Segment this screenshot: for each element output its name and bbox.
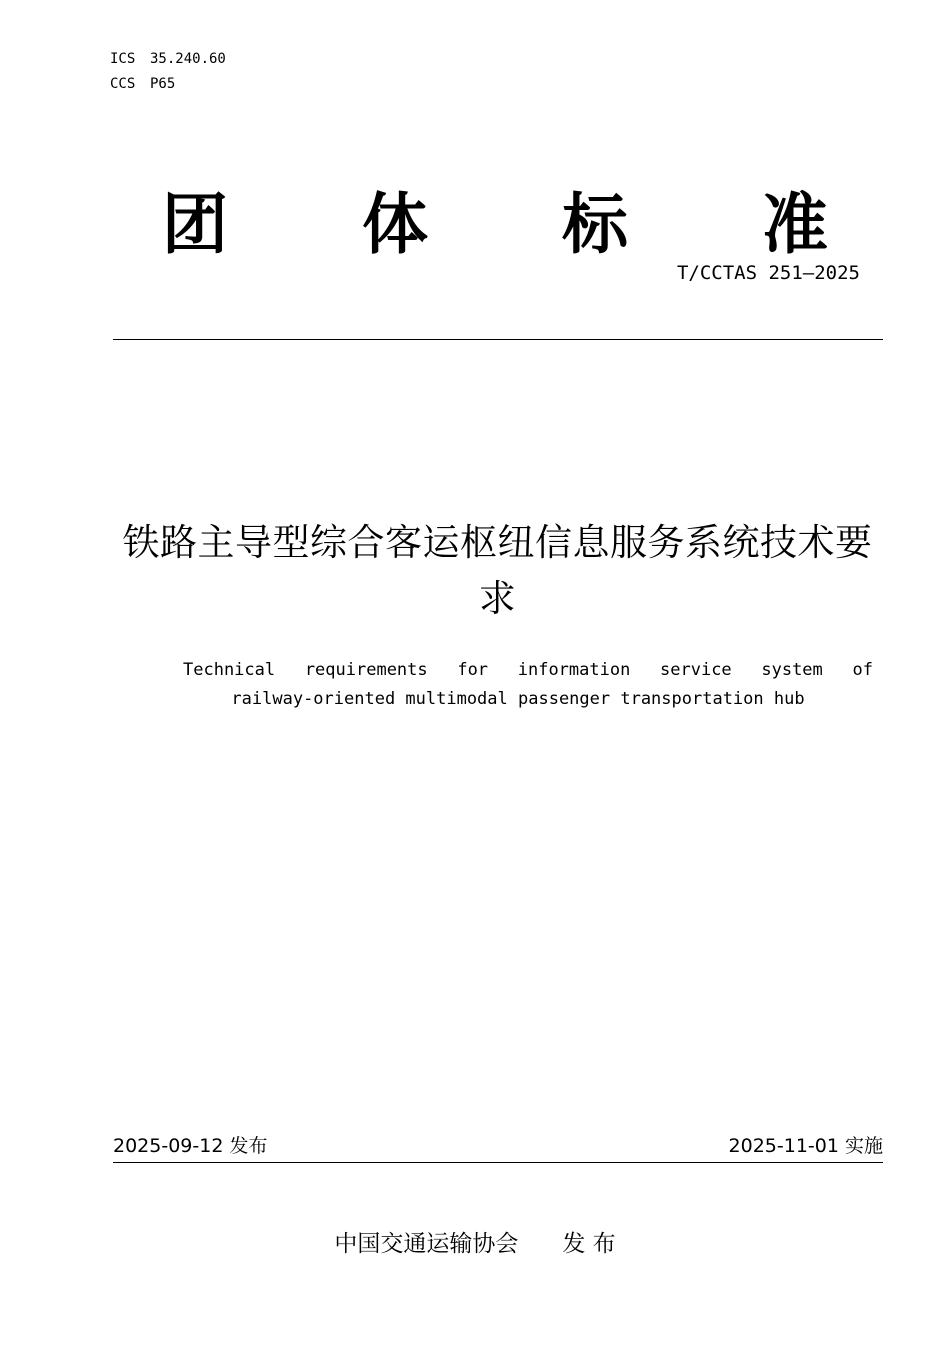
standard-type-char: 体 (362, 186, 428, 263)
title-english (183, 656, 873, 714)
bottom-divider (113, 1162, 883, 1163)
title-english-word: service (660, 660, 732, 680)
title-english-line-2: railway-oriented multimodal passenger transportation hub (231, 689, 805, 709)
publish-date: 2025-09-12 发布 (113, 1135, 268, 1157)
standard-number: T/CCTAS 251—2025 (676, 262, 860, 284)
ics-code (110, 47, 226, 72)
standard-type-char: 准 (762, 186, 828, 263)
title-english-word: of (852, 660, 873, 680)
issuer (0, 1228, 950, 1260)
top-divider (113, 339, 883, 340)
dates-row (113, 1132, 883, 1160)
implement-date: 2025-11-01 实施 (728, 1135, 883, 1157)
title-english-line-1 (183, 656, 873, 685)
standard-type-char: 标 (562, 186, 628, 263)
ccs-label: CCS (110, 76, 136, 92)
standard-type-char: 团 (162, 186, 228, 263)
title-english-word: for (457, 660, 489, 680)
title-english-word: information (517, 660, 631, 680)
title-chinese: 铁路主导型综合客运枢纽信息服务系统技术要求 (122, 521, 873, 620)
issuer-organization: 中国交通运输协会 (334, 1231, 519, 1257)
standard-type-heading (135, 185, 855, 265)
classification-codes (110, 47, 226, 97)
title-english-word: Technical (183, 660, 276, 680)
title-english-word: requirements (304, 660, 428, 680)
ccs-code (110, 72, 226, 97)
title-english-word: system (761, 660, 823, 680)
ccs-value: P65 (150, 76, 176, 92)
ics-label: ICS (110, 51, 136, 67)
ics-value: 35.240.60 (150, 51, 226, 67)
issuer-action: 发 布 (562, 1231, 616, 1257)
